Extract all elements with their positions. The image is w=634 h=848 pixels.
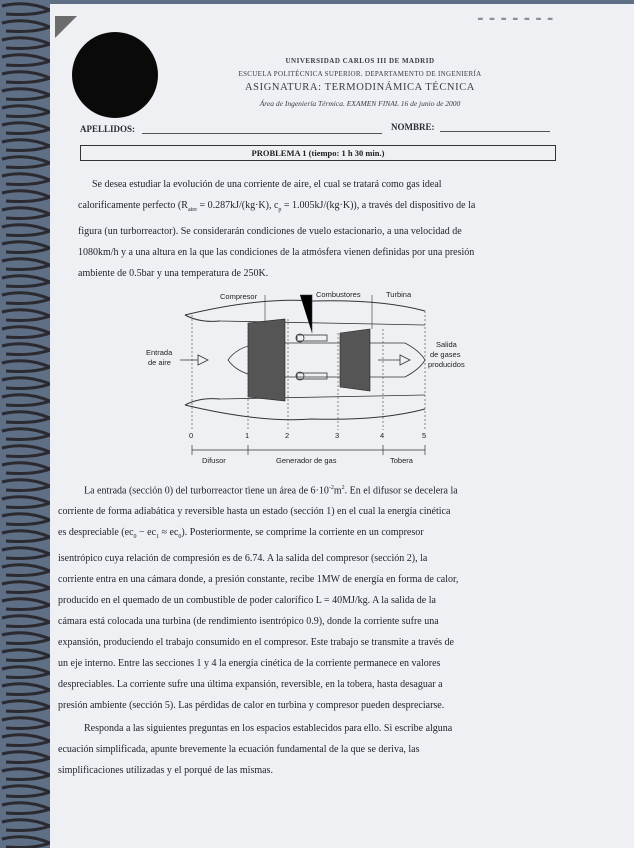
- spiral-coil: [2, 310, 50, 321]
- spiral-coil: [2, 837, 50, 848]
- spiral-coil: [2, 55, 50, 66]
- spiral-coil: [2, 446, 50, 457]
- station-2: 2: [285, 431, 290, 440]
- spiral-coil: [2, 4, 50, 15]
- turbojet-diagram: [140, 285, 485, 470]
- label-salida-1: Salida: [436, 340, 457, 349]
- top-right-mark: ▬ ▬ ▬ ▬ ▬ ▬ ▬: [478, 14, 554, 23]
- subject-title: ASIGNATURA: TERMODINÁMICA TÉCNICA: [244, 82, 475, 93]
- station-5: 5: [422, 431, 427, 440]
- spiral-coil: [2, 412, 50, 423]
- spiral-coil: [2, 361, 50, 372]
- spiral-coil: [2, 463, 50, 474]
- label-salida-3: producidos: [428, 360, 465, 369]
- label-generador-de-gas: Generador de gas: [276, 456, 337, 465]
- label-tobera: Tobera: [390, 456, 413, 465]
- spiral-coil: [2, 174, 50, 185]
- label-difusor: Difusor: [202, 456, 226, 465]
- nombre-label: NOMBRE:: [391, 122, 435, 132]
- apellidos-label: APELLIDOS:: [80, 124, 136, 134]
- spiral-coil: [2, 701, 50, 712]
- label-entrada-2: de aire: [148, 358, 171, 367]
- spiral-coil: [2, 752, 50, 763]
- page-corner: [55, 16, 77, 38]
- spiral-coil: [2, 565, 50, 576]
- station-3: 3: [335, 431, 340, 440]
- spiral-coil: [2, 769, 50, 780]
- spiral-coil: [2, 480, 50, 491]
- spiral-coil: [2, 514, 50, 525]
- closing-paragraph: Responda a las siguientes preguntas en los espacios establecidos para ello. Si escribe alguna ecuación simplificada, apunte brevemente la ecuación fundamental de la que se deriva, las simplificaciones utilizadas y el porqué de las mismas.: [58, 723, 453, 776]
- spiral-coil: [2, 72, 50, 83]
- spiral-coil: [2, 650, 50, 661]
- spiral-coil: [2, 123, 50, 134]
- spiral-coil: [2, 89, 50, 100]
- spiral-coil: [2, 157, 50, 168]
- spiral-coil: [2, 276, 50, 287]
- spiral-coil: [2, 497, 50, 508]
- spiral-coil: [2, 667, 50, 678]
- label-combustores: Combustores: [316, 290, 361, 299]
- spiral-coil: [2, 820, 50, 831]
- redaction-circle: [72, 32, 158, 118]
- apellidos-field[interactable]: [142, 133, 382, 134]
- spiral-coil: [2, 378, 50, 389]
- spiral-coil: [2, 548, 50, 559]
- spiral-coil: [2, 327, 50, 338]
- label-turbina: Turbina: [386, 290, 412, 299]
- problem-title: PROBLEMA 1 (tiempo: 1 h 30 min.): [80, 145, 556, 161]
- spiral-coil: [2, 599, 50, 610]
- spiral-coil: [2, 395, 50, 406]
- spiral-coil: [2, 429, 50, 440]
- spiral-coil: [2, 531, 50, 542]
- nombre-field[interactable]: [440, 131, 550, 132]
- station-4: 4: [380, 431, 385, 440]
- spiral-coil: [2, 21, 50, 32]
- spiral-coil: [2, 208, 50, 219]
- label-compresor: Compresor: [220, 292, 258, 301]
- school-department: ESCUELA POLITÉCNICA SUPERIOR. DEPARTAMENTO DE INGENIERÍA: [238, 70, 482, 78]
- university-name: UNIVERSIDAD CARLOS III DE MADRID: [285, 57, 435, 65]
- spiral-coil: [2, 735, 50, 746]
- spiral-coil: [2, 140, 50, 151]
- spiral-coil: [2, 259, 50, 270]
- spiral-coil: [2, 293, 50, 304]
- spiral-coil: [2, 38, 50, 49]
- spiral-coil: [2, 106, 50, 117]
- body-paragraph: La entrada (sección 0) del turborreactor tiene un área de $6\cdot 10^{-2}m^2$. En el difusor se decelera la corriente de forma adiabática y reversible hasta un estado (sección 1) en el cual la energía cinética es despreciable $(ec_0 - ec_1 \approx ec_0)$. Posteriormente, se comprime la corriente en un compresor isentrópico cuya relación de compresión es de 6.74. A la salida del compresor (sección 2), la corriente entra en una cámara donde, a presión constante, recibe 1MW de energía en forma de calor, producido en el quemado de un combustible de poder calorífico L = 40MJ/kg. A la salida de la cámara está colocada una turbina (de rendimiento isentrópico 0.9), donde la corriente sufre una expansión, produciendo el trabajo consumido en el compresor. Este trabajo se transmite a través de un eje interno. Entre las secciones 1 y 4 la energía cinética de la corriente permanece en valores despreciables. La corriente sufre una última expansión, reversible, en la tobera, hasta desaguar a presión ambiente (sección 5). Las pérdidas de calor en turbina y compresor pueden despreciarse.: [58, 485, 459, 712]
- spiral-coil: [2, 344, 50, 355]
- spiral-coil: [2, 191, 50, 202]
- spiral-coil: [2, 718, 50, 729]
- intro-paragraph: Se desea estudiar la evolución de una corriente de aire, el cual se tratará como gas ideal calorificamente perfecto ($R_{aire} = 0.287kJ/(kg\cdot K)$, $c_p = 1.005kJ/(kg\cdot K)$), a través del dispositivo de la figura (un turborreactor). Se considerarán condiciones de vuelo estacionario, a una velocidad de 1080km/h y a una altura en la que las condiciones de la atmósfera vienen definidas por una presión ambiente de 0.5bar y una temperatura de 250K.: [78, 179, 476, 279]
- spiral-coil: [2, 616, 50, 627]
- label-salida-2: de gases: [430, 350, 461, 359]
- exam-date: Área de Ingeniería Térmica. EXAMEN FINAL 16 de junio de 2000: [259, 99, 461, 108]
- spiral-coil: [2, 582, 50, 593]
- spiral-coil: [2, 225, 50, 236]
- station-0: 0: [189, 431, 194, 440]
- spiral-coil: [2, 633, 50, 644]
- spiral-coil: [2, 684, 50, 695]
- station-1: 1: [245, 431, 250, 440]
- spiral-coil: [2, 242, 50, 253]
- label-entrada-1: Entrada: [146, 348, 173, 357]
- spiral-coil: [2, 786, 50, 797]
- spiral-coil: [2, 803, 50, 814]
